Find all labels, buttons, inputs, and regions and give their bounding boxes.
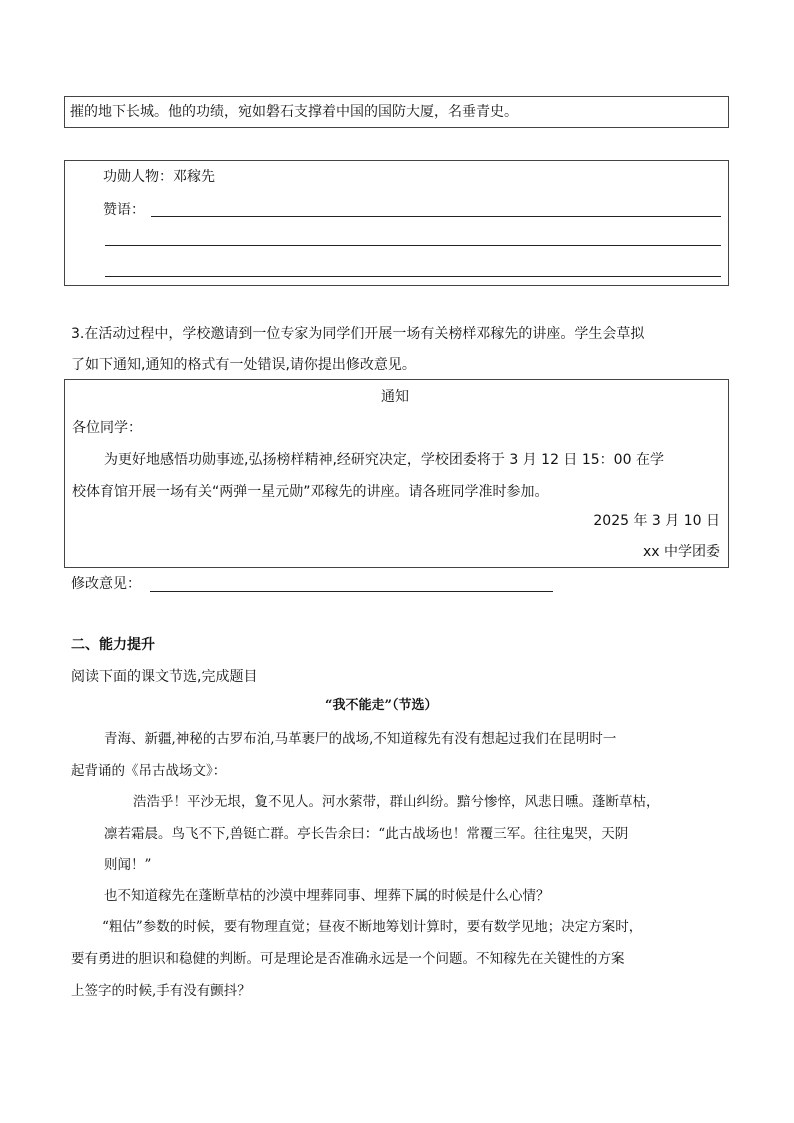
quote-line-3: 则闻！”: [104, 857, 152, 873]
excerpt-p3-line-1: “粗估”参数的时候，要有物理直觉；昼夜不断地筹划计算时，要有数学见地；决定方案时，: [102, 919, 643, 935]
excerpt-title: “我不能走”（节选）: [325, 698, 438, 713]
notice-body-line-1: 为更好地感悟功勋事迹,弘扬榜样精神,经研究决定，学校团委将于 3 月 12 日 15：00 在学: [104, 452, 664, 468]
excerpt-p3-line-3: 上签字的时候,手有没有颤抖？: [71, 983, 251, 999]
quote-line-1: 浩浩乎！平沙无垠，夐不见人。河水萦带，群山纠纷。黯兮惨悴，风悲日曛。蓬断草枯，: [133, 794, 660, 810]
section-heading: 二、能力提升: [71, 637, 155, 653]
excerpt-p1-line-2: 起背诵的《吊古战场文》：: [71, 763, 227, 779]
continuation-box: [64, 96, 729, 128]
praise-box: [64, 160, 729, 286]
excerpt-p1-line-1: 青海、新疆,神秘的古罗布泊,马革裹尸的战场,不知道稼先有没有想起过我们在昆明时一: [104, 731, 617, 747]
notice-signer: xx 中学团委: [642, 544, 720, 560]
person-label: 功勋人物：邓稼先: [103, 169, 215, 185]
excerpt-p3-line-2: 要有勇进的胆识和稳健的判断。可是理论是否准确永远是一个问题。不知稼先在关键性的方案: [71, 951, 625, 967]
notice-greeting: 各位同学：: [72, 420, 142, 436]
reading-instruction: 阅读下面的课文节选,完成题目: [71, 669, 258, 685]
quote-line-2: 凛若霜晨。鸟飞不下,兽铤亡群。亭长告余曰：“此古战场也！常覆三军。往往鬼哭，天阴: [104, 826, 629, 842]
continuation-text: 摧的地下长城。他的功绩，宛如磐石支撑着中国的国防大厦，名垂青史。: [70, 104, 518, 120]
praise-label: 赞语：: [103, 202, 145, 218]
revision-label: 修改意见：: [71, 576, 141, 592]
revision-answer-line[interactable]: [150, 591, 553, 592]
notice-title: 通知: [381, 389, 409, 405]
praise-answer-line-3[interactable]: [105, 276, 721, 277]
notice-body-line-2: 校体育馆开展一场有关“两弹一星元勋”邓稼先的讲座。请各班同学准时参加。: [72, 484, 549, 500]
praise-answer-line-2[interactable]: [105, 245, 721, 246]
question-3-line-1: 3.在活动过程中，学校邀请到一位专家为同学们开展一场有关榜样邓稼先的讲座。学生会草拟: [71, 326, 645, 342]
notice-box: [64, 379, 729, 568]
praise-answer-line-1[interactable]: [151, 216, 721, 217]
excerpt-p2: 也不知道稼先在蓬断草枯的沙漠中埋葬同事、埋葬下属的时候是什么心情？: [104, 888, 550, 904]
notice-date: 2025 年 3 月 10 日: [593, 513, 720, 529]
question-3-line-2: 了如下通知,通知的格式有一处错误,请你提出修改意见。: [71, 357, 416, 373]
